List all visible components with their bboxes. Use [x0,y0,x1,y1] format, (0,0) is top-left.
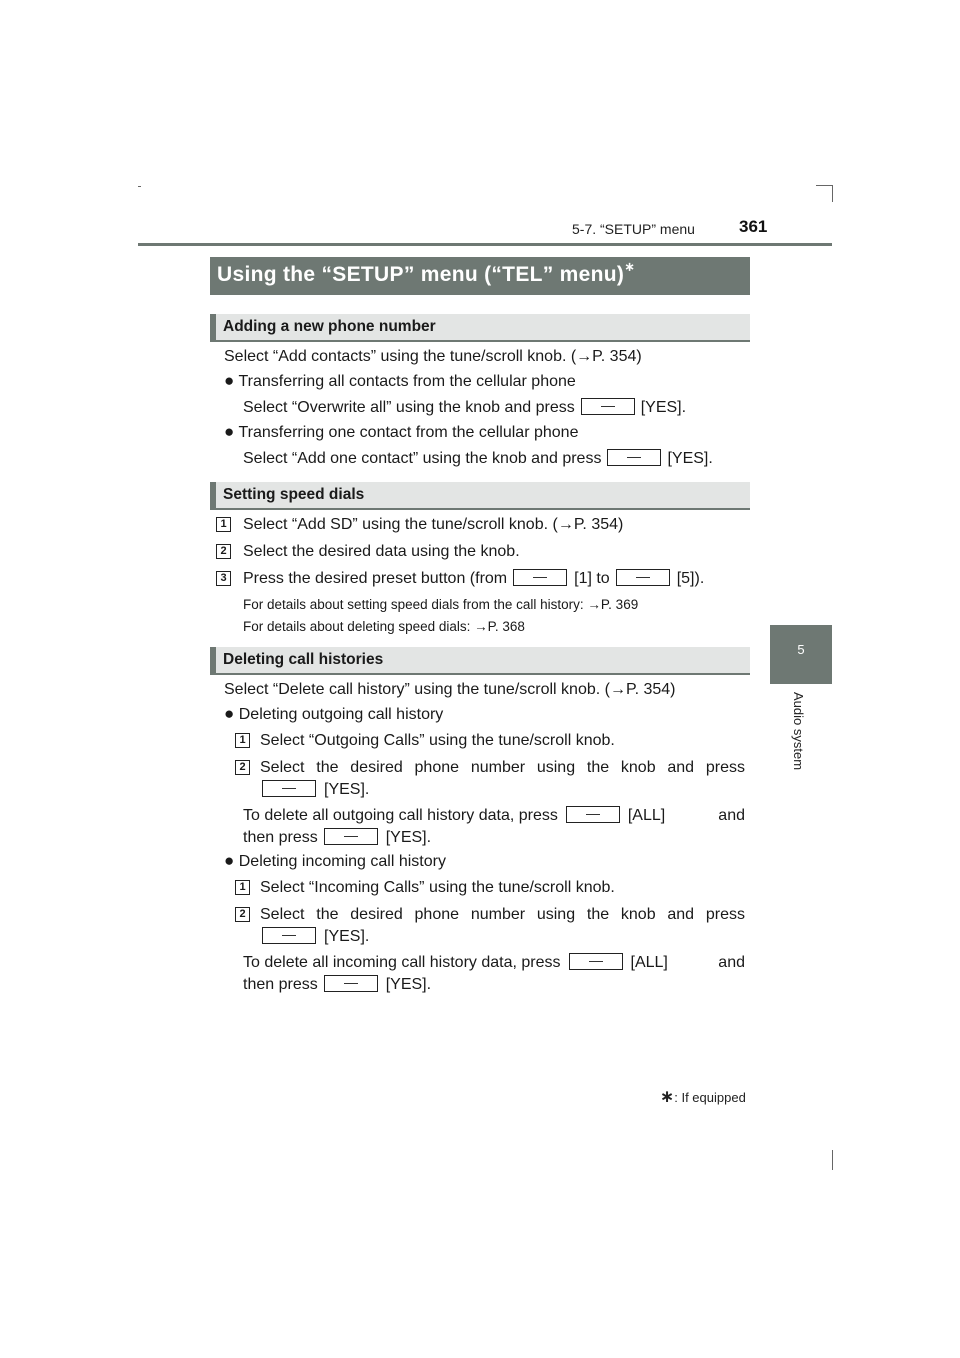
page-number: 361 [739,217,768,236]
in-step2-cont: [YES]. [260,927,369,947]
step-number-icon: 2 [235,907,250,922]
header-rule [138,243,832,246]
list-item: ● Transferring one contact from the cellular phone [224,422,579,441]
step-number-icon: 2 [216,544,231,559]
crop-mark [832,1150,833,1170]
out-step2-cont: [YES]. [260,780,369,800]
crop-mark [816,185,833,186]
list-item: ● Transferring all contacts from the cellular phone [224,371,576,390]
out-step1: Select “Outgoing Calls” using the tune/scroll knob. [260,732,615,749]
preset-button-icon [324,975,378,992]
page-title [210,257,750,295]
preset-button-icon [581,398,635,415]
crop-mark [138,186,141,187]
asterisk-icon: ∗ [660,1087,675,1106]
section-breadcrumb: 5-7. “SETUP” menu [572,221,695,237]
step-number-icon: 1 [216,517,231,532]
chapter-tab: 5 [770,625,832,684]
equipped-marker: ∗ [624,259,636,274]
in-step2: Select the desired phone number using the knob and press [260,906,745,923]
preset-button-icon [513,569,567,586]
out-all: To delete all outgoing call history data, press [ALL] and [243,807,745,824]
speed-note2: For details about deleting speed dials: →P. 368 [243,619,525,634]
speed-step2: Select the desired data using the knob. [243,543,520,560]
preset-button-icon [569,953,623,970]
list-item: ● Deleting outgoing call history [224,704,444,723]
step-number-icon: 1 [235,733,250,748]
footnote: ∗: If equipped [660,1087,746,1106]
step-number-icon: 2 [235,760,250,775]
preset-button-icon [616,569,670,586]
preset-button-icon [566,806,620,823]
in-all: To delete all incoming call history data, press [ALL] and [243,954,745,971]
add-intro: Select “Add contacts” using the tune/scroll knob. (→P. 354) [224,348,642,365]
crop-mark [832,185,833,202]
preset-button-icon [262,780,316,797]
step-number-icon: 3 [216,571,231,586]
preset-button-icon [262,927,316,944]
add-b2-text: Select “Add one contact” using the knob and press [YES]. [243,450,713,467]
section-heading-speed: Setting speed dials [210,482,750,510]
in-then: then press [YES]. [243,976,432,993]
out-step2: Select the desired phone number using the knob and press [260,759,745,776]
step-number-icon: 1 [235,880,250,895]
list-item: ● Deleting incoming call history [224,851,446,870]
section-heading-add: Adding a new phone number [210,314,750,342]
section-heading-delete: Deleting call histories [210,647,750,675]
preset-button-icon [324,828,378,845]
add-b1-text: Select “Overwrite all” using the knob and press [YES]. [243,399,687,416]
speed-step1: Select “Add SD” using the tune/scroll knob. (→P. 354) [243,516,624,533]
speed-step3: Press the desired preset button (from [1] to [5]). [243,570,705,587]
chapter-label: Audio system [791,692,806,771]
delete-intro: Select “Delete call history” using the tune/scroll knob. (→P. 354) [224,681,676,698]
in-step1: Select “Incoming Calls” using the tune/scroll knob. [260,879,615,896]
preset-button-icon [607,449,661,466]
out-then: then press [YES]. [243,829,432,846]
speed-note1: For details about setting speed dials from the call history: →P. 369 [243,597,639,612]
page-title-text: Using the “SETUP” menu (“TEL” menu) [217,263,625,286]
